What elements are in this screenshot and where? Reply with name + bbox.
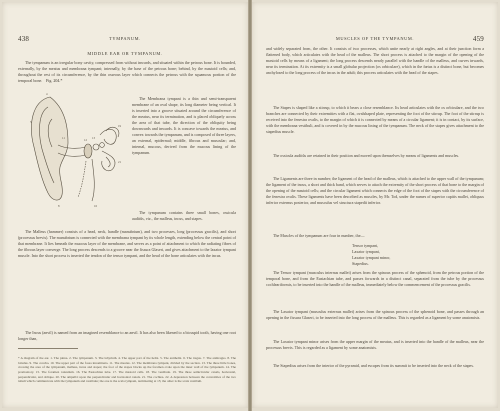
incus-paragraph: The Incus (anvil) is named from an imagined resemblance to an anvil. It has also been likened to a bicuspid tooth, having one root longer than, [18, 330, 236, 341]
svg-text:5: 5 [30, 120, 32, 124]
section-title: MIDDLE EAR OR TYMPANUM. [87, 51, 163, 56]
muscle-list-item: Stapedius. [352, 260, 369, 266]
malleus-paragraph: The Malleus (hammer) consists of a head, neck, handle (manubrium), and two processes, long (processus gracilis), and short (processus brevis). The manubrium is connected with the membrana tympani by its whole length, extending below the central point of that membrane. It lies beneath the mucous layer of the membrane, and serves as a point of attachment to which the radiating fibres of the fibrous layer converge. The long process descends to a groove near the fissura Glaseri, and gives attachment to the laxator tympani muscle. Into the short process is inserted the tendon of the tensor tympani, and the head of the bone articulates with the incus. [18, 229, 236, 258]
muscles-intro: The Muscles of the tympanum are four in number, the— [273, 233, 365, 238]
ear-diagram [22, 84, 124, 224]
right-page [252, 2, 498, 408]
muscle-list [352, 243, 390, 267]
svg-text:13: 13 [92, 136, 95, 140]
continuation-paragraph: and widely separated from, the other. It consists of two processes, which unite nearly at right angles, and at their junction form a flattened body, which articulates with the head of the malleus. The short process is attached to the margin of the opening of the mastoid cells by means of a ligament; the long process descends nearly parallel with the handle of the malleus, and curves inwards, near its termination. At its extremity is a small globular projection (os orbiculare), which in the fœtus is a distinct bone, but becomes anchylosed to the long process of the incus in the adult; this process articulates with the head of the stapes. [266, 46, 484, 75]
ossicula-paragraph: The ossicula auditûs are retained in their position and moved upon themselves by means of ligaments and muscles. [273, 153, 460, 158]
footnote-rule [18, 348, 78, 349]
svg-text:12: 12 [84, 138, 87, 142]
muscle-list-item: Laxator tympani minor, [352, 254, 391, 260]
svg-text:19: 19 [118, 124, 121, 128]
ossicles-paragraph: The tympanum contains three small bones, ossicula auditûs, viz., the malleus, incus, and stapes. [132, 210, 236, 221]
intro-paragraph: The tympanum is an irregular bony cavity, compressed from without inwards, and situated within the petrous bone. It is bounded, externally, by the meatus and membrana tympani; internally, by the base of the petrous bone; behind, by the mastoid cells; and, throughout the rest of its circumference, by the thin osseous layer which connects the petrous with the squamous portion of the temporal bone. [18, 60, 236, 83]
muscle-list-item: Tensor tympani, [352, 243, 379, 248]
membrane-paragraph: The Membrana tympani is a thin and semi-transparent membrane of an oval shape, its long diameter being vertical. It is inserted into a groove situated around the circumference of the meatus, near its termination, and is placed obliquely across the area of that tube, the direction of the obliquity being downwards and inwards. It is concave towards the meatus, and convex towards the tympanum, and is composed of three layers, an external, epidermal; middle, fibrous and muscular; and, internal, mucous, derived from the mucous lining of the tympanum. [132, 96, 236, 155]
laxator-minor-paragraph: The Laxator tympani minor arises from the upper margin of the meatus, and is inserted into the handle of the malleus, near the processus brevis. This is regarded as a ligament by some anatomists. [266, 339, 484, 350]
stapes-paragraph: The Stapes is shaped like a stirrup, to which it bears a close resemblance. Its head articulates with the os orbiculare, and the two branches are connected by their extremities with a flat, ovalshaped plate, representing the foot of the stirrup. The foot of the stirrup is received into the fenestra ovalis, to the margin of which it is connected by means of a circular ligament; it is in contact, by its surface, with the membrana vestibuli, and is covered in by the mucous lining of the tympanum. The neck of the stapes gives attachment to the stapedius muscle. [266, 105, 484, 134]
figure-label: Fig. 204.* [46, 78, 63, 83]
stapedius-paragraph: The Stapedius arises from the interior of the pyramid, and escapes from its summit to be inserted into the neck of the stapes. [273, 363, 474, 368]
running-head: MUSCLES OF THE TYMPANUM. [335, 36, 415, 41]
ligaments-paragraph: The Ligaments are three in number; the ligament of the head of the malleus, which is attached to the upper wall of the tympanum; the ligament of the incus, a short and thick band, which serves to attach the extremity of the short process of that bone to the margin of the opening of the mastoid cells; and the circular ligament which connects the edge of the foot of the stapes with the circumference of the fenestra ovalis. These ligaments have been described as muscles, by Mr. Tod, under the names of superior capitis mallei, obliquus inferior externus posterior, and musculus vel structura stapedii inferior. [266, 176, 484, 205]
muscle-list-item: Laxator tympani, [352, 248, 380, 254]
svg-text:21: 21 [118, 160, 121, 164]
left-page [2, 2, 248, 408]
page-number: 438 [18, 35, 30, 43]
svg-text:16: 16 [94, 204, 97, 208]
figure-caption: * A diagram of the ear. 1. The pinna. 2. The tympanum. 3. The labyrinth. 4. The upper part of the helix. 5. The antihelix. 6. The tragus. 7. The antitragus. 8. The lobulus. 9. The concha. 10. The upper part of the fossa innominata. 11. The meatus. 12. The membrana tympani, divided by the section. 13. The three little bones, crossing the area of the tympanum, malleus, incus and stapes; the foot of the stapes blocks up the foramen ovale upon the inner wall of the tympanum. 14. The promontory. 15. The foramen rotundum. 16. The Eustachian tube. 17. The mastoid cells. 18. The vestibule. 19. The three semicircular canals, horizontal, perpendicular, and oblique. 20. The ampullæ upon the perpendicular and horizontal canals. 21. The cochlea. 22. A depression between the convexities of the two tubuli which communicate with the tympanum and vestibule; the one is the scala tympani, terminating at 15; the other is the scala vestibuli. [18, 356, 236, 384]
laxator-paragraph: The Laxator tympani (musculus externus mallei) arises from the spinous process of the sphenoid bone, and passes through an opening in the fissura Glaseri, to be inserted into the long process of the malleus. This is regarded as a ligament by some anatomists. [266, 309, 484, 320]
tensor-paragraph: The Tensor tympani (musculus internus mallei) arises from the spinous process of the sphenoid, from the petrous portion of the temporal bone, and from the Eustachian tube, and passes forwards in a distinct canal, separated from the tube by the processus cochleariformis, to be inserted into the handle of the malleus, immediately below the commencement of the processus gracilis. [266, 270, 484, 287]
page-number: 459 [472, 35, 484, 43]
running-head: TYMPANUM. [109, 36, 141, 41]
svg-text:11: 11 [62, 136, 65, 140]
svg-text:4: 4 [46, 92, 48, 96]
svg-text:8: 8 [58, 204, 60, 208]
